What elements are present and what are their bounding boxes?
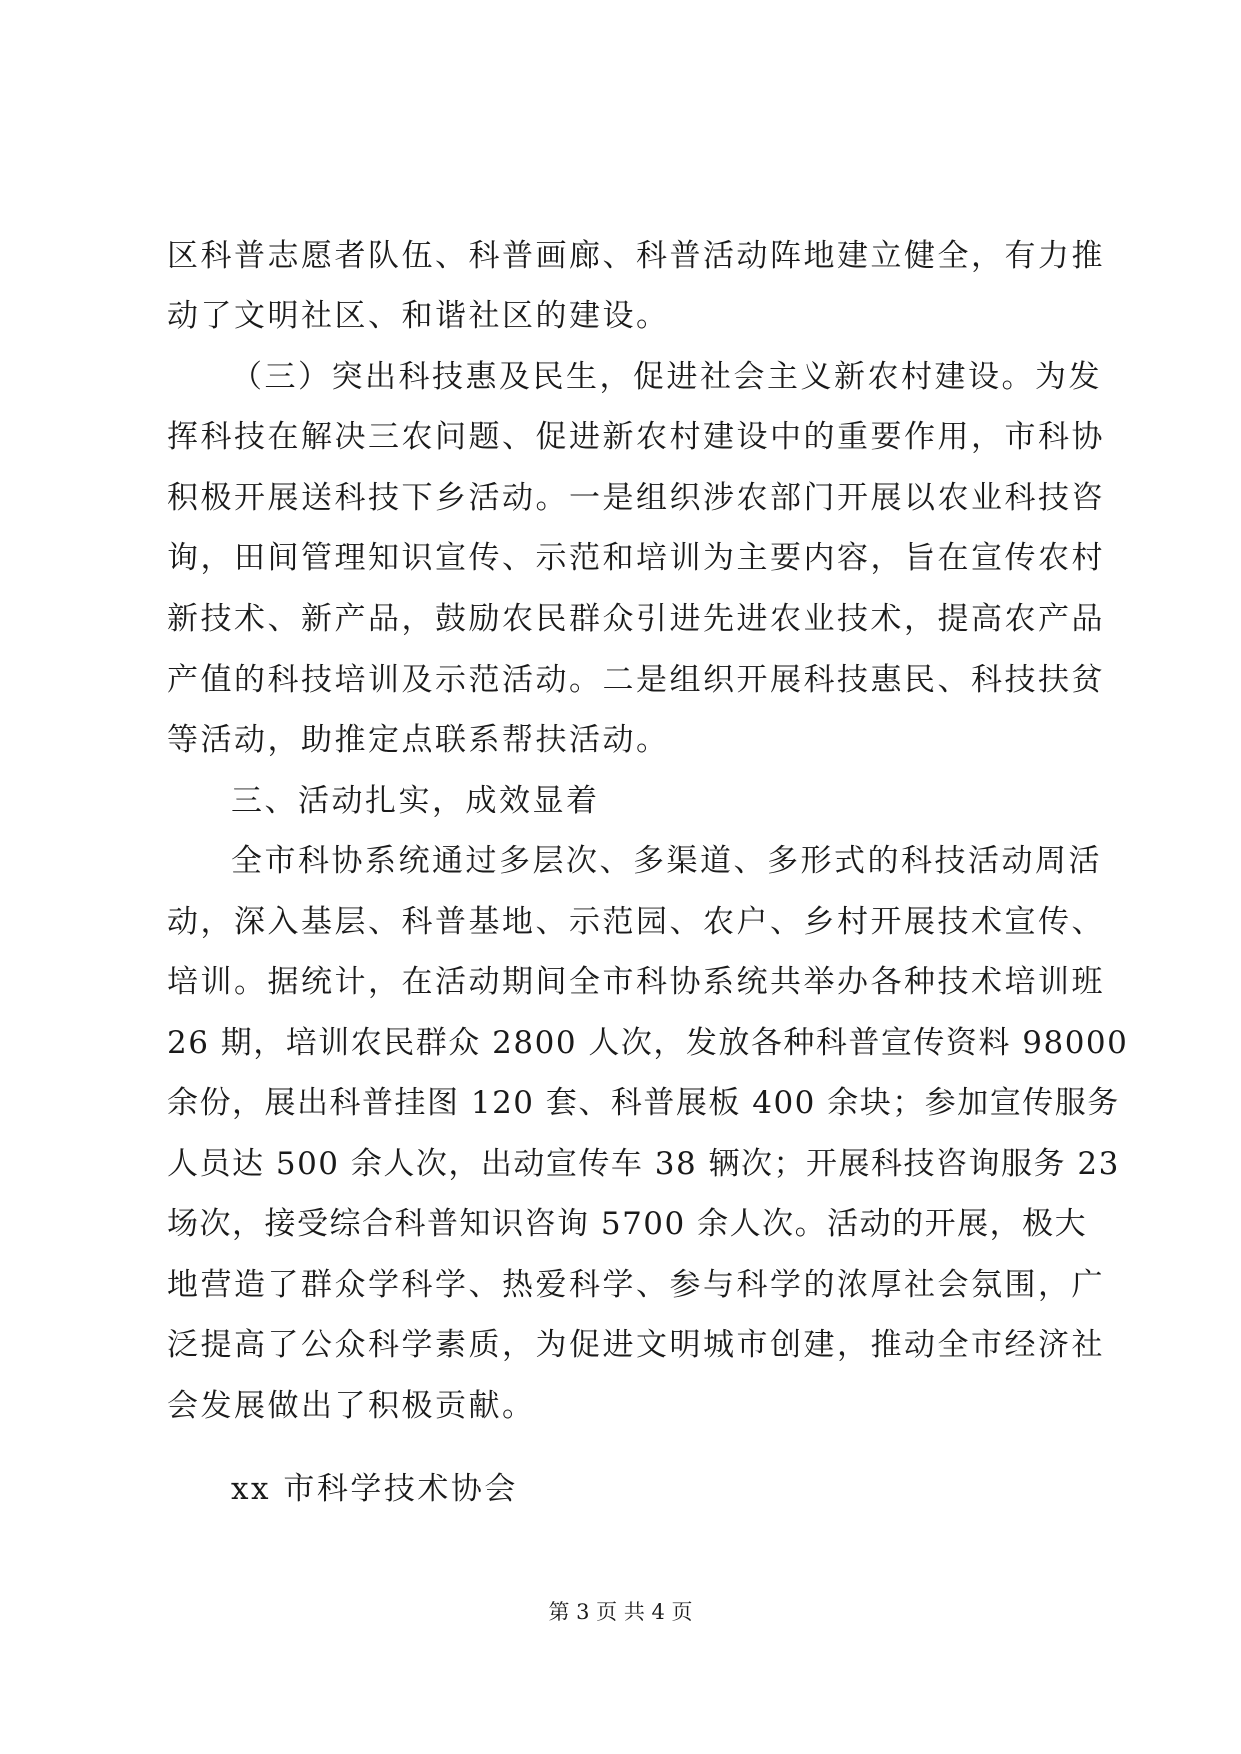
text-line: 挥科技在解决三农问题、促进新农村建设中的重要作用，市科协 xyxy=(167,419,1105,455)
text-line: 动，深入基层、科普基地、示范园、农户、乡村开展技术宣传、 xyxy=(167,904,1105,940)
text-line: 26 期，培训农民群众 2800 人次，发放各种科普宣传资料 98000 xyxy=(167,1025,1129,1061)
text-line: 培训。据统计，在活动期间全市科协系统共举办各种技术培训班 xyxy=(167,964,1105,1000)
text-line: 泛提高了公众科学素质，为促进文明城市创建，推动全市经济社 xyxy=(167,1327,1105,1363)
signature-line: xx 市科学技术协会 xyxy=(231,1471,518,1507)
text-line: 余份，展出科普挂图 120 套、科普展板 400 余块；参加宣传服务 xyxy=(167,1085,1120,1121)
text-line: 全市科协系统通过多层次、多渠道、多形式的科技活动周活 xyxy=(231,843,1102,879)
text-line: 地营造了群众学科学、热爱科学、参与科学的浓厚社会氛围，广 xyxy=(167,1267,1105,1303)
text-line: 动了文明社区、和谐社区的建设。 xyxy=(167,298,670,334)
text-line: （三）突出科技惠及民生，促进社会主义新农村建设。为发 xyxy=(231,359,1102,395)
page-number: 第 3 页 共 4 页 xyxy=(548,1600,693,1624)
text-line: 询，田间管理知识宣传、示范和培训为主要内容，旨在宣传农村 xyxy=(167,540,1105,576)
text-line: 新技术、新产品，鼓励农民群众引进先进农业技术，提高农产品 xyxy=(167,601,1105,637)
text-line: 积极开展送科技下乡活动。一是组织涉农部门开展以农业科技咨 xyxy=(167,480,1105,516)
text-line: 场次，接受综合科普知识咨询 5700 余人次。活动的开展，极大 xyxy=(167,1206,1088,1242)
text-line: 会发展做出了积极贡献。 xyxy=(167,1388,536,1424)
text-line: 区科普志愿者队伍、科普画廊、科普活动阵地建立健全，有力推 xyxy=(167,238,1105,274)
text-line: 等活动，助推定点联系帮扶活动。 xyxy=(167,722,670,758)
section-heading: 三、活动扎实，成效显着 xyxy=(231,783,600,819)
text-line: 产值的科技培训及示范活动。二是组织开展科技惠民、科技扶贫 xyxy=(167,662,1105,698)
text-line: 人员达 500 余人次，出动宣传车 38 辆次；开展科技咨询服务 23 xyxy=(167,1146,1120,1182)
